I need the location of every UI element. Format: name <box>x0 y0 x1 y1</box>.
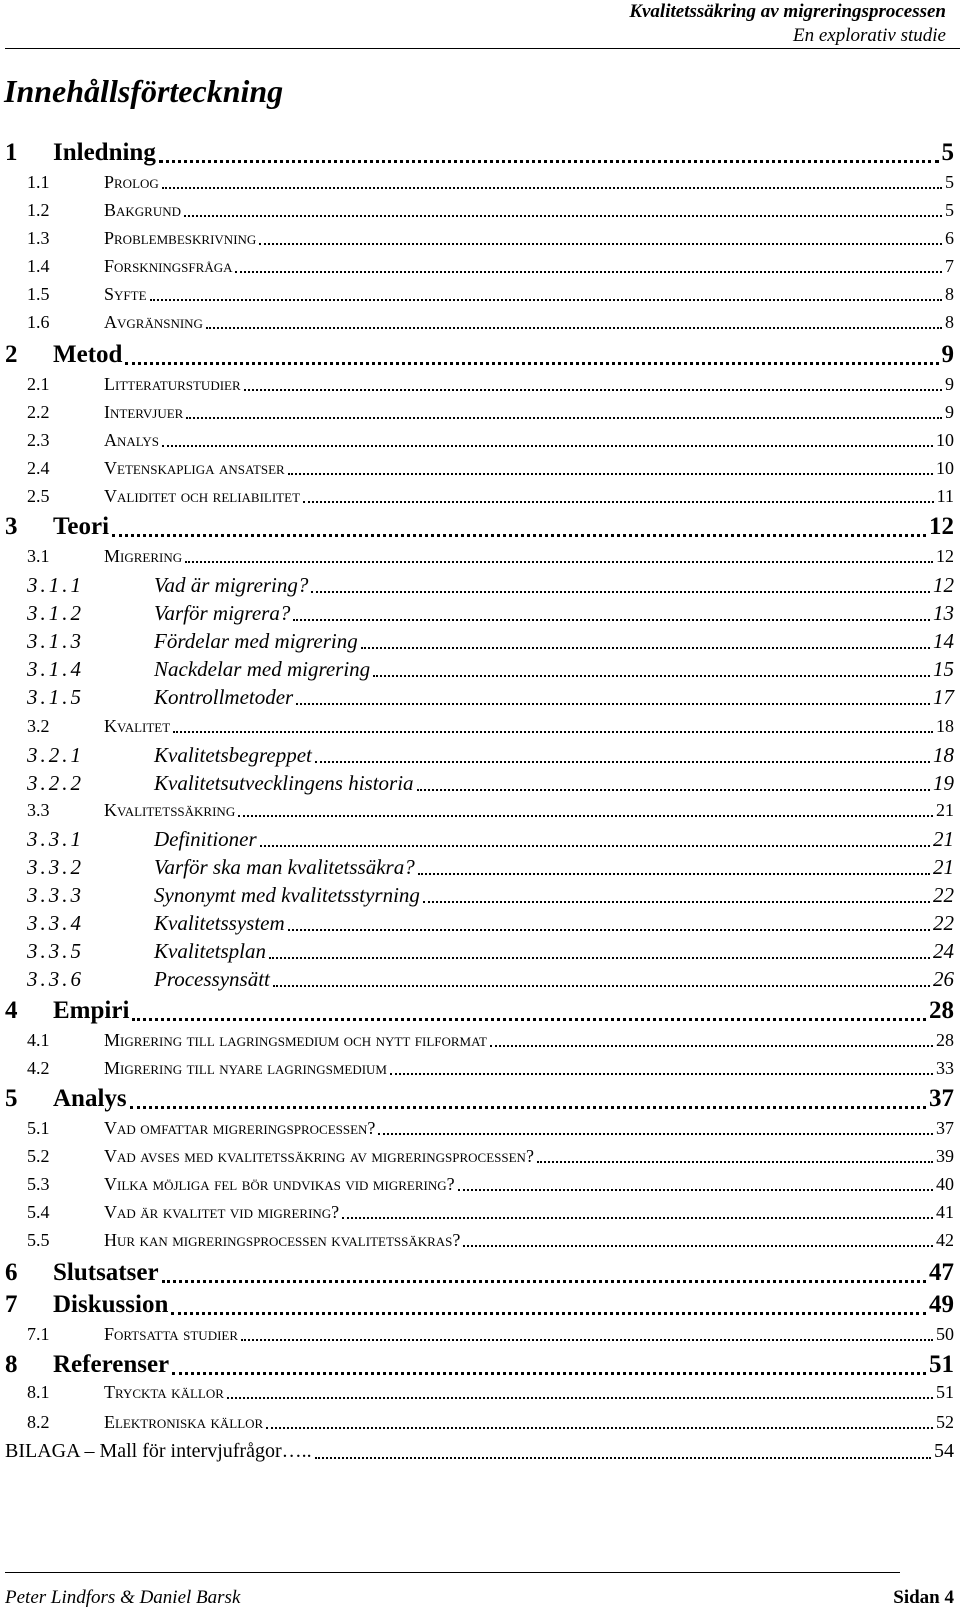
dot-leader <box>342 1217 933 1219</box>
toc-entry-title: Forskningsfråga <box>104 256 233 276</box>
toc-entry[interactable] <box>0 282 960 306</box>
header-subtitle: En explorativ studie <box>792 25 946 46</box>
toc-entry-number: 2 <box>5 341 18 368</box>
toc-entry-title: Intervjuer <box>104 402 184 422</box>
toc-entry-page: 9 <box>945 374 954 394</box>
toc-entry-number: 3.1.1 <box>27 573 84 597</box>
toc-entry-number: 1 <box>5 139 18 166</box>
toc-entry-page: 41 <box>936 1202 954 1222</box>
toc-entry-number: 3.1.2 <box>27 601 84 625</box>
toc-entry-page: 17 <box>933 685 954 709</box>
toc-entry-title: Definitioner <box>154 827 257 851</box>
toc-entry-number: 3.3.2 <box>27 855 84 879</box>
toc-entry-page: 40 <box>936 1174 954 1194</box>
toc-entry[interactable] <box>0 1144 960 1168</box>
toc-entry-number: 2.3 <box>27 430 50 450</box>
toc-entry-title: Vilka möjliga fel bör undvikas vid migrering? <box>104 1174 455 1194</box>
footer-page-number: Sidan 4 <box>893 1587 954 1608</box>
dot-leader <box>259 243 942 245</box>
toc-entry[interactable] <box>0 1290 960 1320</box>
toc-entry-page: 7 <box>945 256 954 276</box>
toc-entry-page: 54 <box>934 1440 954 1462</box>
toc-entry[interactable] <box>0 600 960 626</box>
toc-entry-number: 6 <box>5 1259 18 1286</box>
toc-entry-number: 1.1 <box>27 172 50 192</box>
toc-entry-page: 49 <box>929 1291 954 1318</box>
toc-entry-title: Metod <box>53 341 123 368</box>
dot-leader <box>537 1161 933 1163</box>
toc-entry-title: Avgränsning <box>104 312 203 332</box>
toc-entry-page: 51 <box>929 1351 954 1378</box>
toc-entry-number: 4.2 <box>27 1058 50 1078</box>
dot-leader <box>206 327 942 329</box>
toc-entry-number: 2.2 <box>27 402 50 422</box>
toc-entry-page: 21 <box>933 827 954 851</box>
toc-entry[interactable] <box>0 1084 960 1114</box>
dot-leader <box>112 534 926 537</box>
dot-leader <box>417 789 930 791</box>
toc-entry[interactable] <box>0 372 960 396</box>
toc-entry-number: 1.6 <box>27 312 50 332</box>
toc-entry-title: Diskussion <box>53 1291 169 1318</box>
toc-entry-title: Prolog <box>104 172 159 192</box>
dot-leader <box>378 1133 933 1135</box>
toc-entry-page: 28 <box>936 1030 954 1050</box>
toc-entry[interactable] <box>0 170 960 194</box>
toc-entry-title: Referenser <box>53 1351 170 1378</box>
dot-leader <box>162 445 933 447</box>
dot-leader <box>288 929 930 931</box>
dot-leader <box>458 1189 933 1191</box>
toc-entry[interactable] <box>0 938 960 964</box>
toc-entry-number: 3.2.1 <box>27 743 84 767</box>
toc-entry[interactable] <box>0 1350 960 1380</box>
toc-entry-page: 8 <box>945 312 954 332</box>
dot-leader <box>311 591 930 593</box>
dot-leader <box>162 1280 926 1283</box>
toc-entry[interactable] <box>0 572 960 598</box>
dot-leader <box>260 845 930 847</box>
toc-entry[interactable] <box>0 1438 960 1464</box>
dot-leader <box>159 160 939 163</box>
toc-entry-title: Migrering till lagringsmedium och nytt filformat <box>104 1030 487 1050</box>
toc-entry-page: 28 <box>929 997 954 1024</box>
toc-entry-page: 52 <box>936 1412 954 1432</box>
toc-entry[interactable] <box>0 1258 960 1288</box>
dot-leader <box>490 1045 933 1047</box>
toc-entry-title: Inledning <box>53 139 156 166</box>
toc-entry[interactable] <box>0 428 960 452</box>
header-title: Kvalitetssäkring av migreringsprocessen <box>629 1 946 22</box>
toc-entry-title: Processynsätt <box>154 967 270 991</box>
dot-leader <box>125 362 938 365</box>
dot-leader <box>390 1073 933 1075</box>
toc-entry[interactable] <box>0 798 960 822</box>
toc-entry-title: Kvalitetssäkring <box>104 800 236 820</box>
toc-entry-title: Tryckta källor <box>104 1382 224 1402</box>
toc-entry-number: 3.2.2 <box>27 771 84 795</box>
dot-leader <box>288 473 933 475</box>
dot-leader <box>132 1018 926 1021</box>
toc-entry-title: Litteraturstudier <box>104 374 241 394</box>
dot-leader <box>241 1339 933 1341</box>
toc-entry-number: 5.4 <box>27 1202 50 1222</box>
toc-entry-number: 1.4 <box>27 256 50 276</box>
dot-leader <box>150 299 942 301</box>
toc-entry-page: 10 <box>936 458 954 478</box>
toc-entry-number: 3.2 <box>27 716 50 736</box>
dot-leader <box>463 1245 933 1247</box>
toc-entry[interactable] <box>0 310 960 334</box>
toc-entry[interactable] <box>0 742 960 768</box>
toc-entry-page: 9 <box>945 402 954 422</box>
toc-entry-title: Fördelar med migrering <box>154 629 358 653</box>
dot-leader <box>423 901 930 903</box>
toc-entry-page: 5 <box>945 200 954 220</box>
dot-leader <box>418 873 930 875</box>
dot-leader <box>172 1372 926 1375</box>
toc-entry[interactable] <box>0 456 960 480</box>
toc-entry-page: 5 <box>945 172 954 192</box>
toc-entry-page: 33 <box>936 1058 954 1078</box>
dot-leader <box>130 1106 926 1109</box>
toc-entry-title: Migrering <box>104 546 183 566</box>
toc-entry[interactable] <box>0 1410 960 1434</box>
toc-entry-page: 37 <box>929 1085 954 1112</box>
toc-entry[interactable] <box>0 1322 960 1346</box>
toc-entry-number: 5 <box>5 1085 18 1112</box>
toc-entry-number: 2.5 <box>27 486 50 506</box>
dot-leader <box>184 215 942 217</box>
toc-entry-title: Vad omfattar migreringsprocessen? <box>104 1118 376 1138</box>
footer-divider <box>5 1572 900 1573</box>
toc-entry-page: 22 <box>933 911 954 935</box>
running-header <box>286 0 946 48</box>
dot-leader <box>173 731 933 733</box>
toc-entry-number: 5.2 <box>27 1146 50 1166</box>
toc-entry-page: 50 <box>936 1324 954 1344</box>
dot-leader <box>171 1312 926 1315</box>
toc-entry[interactable] <box>0 684 960 710</box>
toc-entry-title: Varför ska man kvalitetssäkra? <box>154 855 415 879</box>
toc-entry-page: 18 <box>933 743 954 767</box>
toc-entry[interactable] <box>0 1228 960 1252</box>
toc-entry[interactable] <box>0 340 960 370</box>
toc-entry-page: 6 <box>945 228 954 248</box>
dot-leader <box>235 271 942 273</box>
toc-entry[interactable] <box>0 882 960 908</box>
toc-entry-number: 8.1 <box>27 1382 50 1402</box>
dot-leader <box>186 417 942 419</box>
toc-entry-number: 1.2 <box>27 200 50 220</box>
toc-entry[interactable] <box>0 484 960 508</box>
toc-entry-number: 3.3.6 <box>27 967 84 991</box>
toc-entry-number: 3.3.3 <box>27 883 84 907</box>
toc-entry-title: Validitet och reliabilitet <box>104 486 301 506</box>
toc-entry-page: 10 <box>936 430 954 450</box>
dot-leader <box>303 501 934 503</box>
toc-entry-title: Kvalitetsplan <box>154 939 266 963</box>
toc-entry[interactable] <box>0 714 960 738</box>
toc-entry-page: 39 <box>936 1146 954 1166</box>
toc-entry-title: Nackdelar med migrering <box>154 657 371 681</box>
toc-entry-title: Kontrollmetoder <box>154 685 294 709</box>
toc-entry-number: 3.3.4 <box>27 911 84 935</box>
toc-entry-number: 8.2 <box>27 1412 50 1432</box>
toc-entry-title: Vad är kvalitet vid migrering? <box>104 1202 340 1222</box>
toc-entry-title: Slutsatser <box>53 1259 159 1286</box>
toc-entry[interactable] <box>0 1056 960 1080</box>
toc-entry-title: Vetenskapliga ansatser <box>104 458 285 478</box>
toc-entry-page: 24 <box>933 939 954 963</box>
toc-entry-number: 3.1.4 <box>27 657 84 681</box>
toc-entry-number: 1.5 <box>27 284 50 304</box>
toc-entry[interactable] <box>0 400 960 424</box>
toc-entry-number: 3.3.5 <box>27 939 84 963</box>
toc-entry-page: 26 <box>933 967 954 991</box>
toc-entry[interactable] <box>0 1116 960 1140</box>
toc-entry-title: Kvalitetsbegreppet <box>154 743 312 767</box>
toc-entry-title: Kvalitetsutvecklingens historia <box>154 771 414 795</box>
toc-entry-page: 22 <box>933 883 954 907</box>
toc-entry-number: 2.4 <box>27 458 50 478</box>
toc-entry-title: Elektroniska källor <box>104 1412 264 1432</box>
toc-entry-page: 14 <box>933 629 954 653</box>
toc-entry-page: 9 <box>941 341 954 368</box>
toc-entry[interactable] <box>0 966 960 992</box>
toc-entry-title: Varför migrera? <box>154 601 291 625</box>
toc-entry-number: 7 <box>5 1291 18 1318</box>
toc-entry-title: Teori <box>53 513 110 540</box>
toc-entry[interactable] <box>0 770 960 796</box>
toc-entry[interactable] <box>0 1028 960 1052</box>
toc-entry-number: 3.1.5 <box>27 685 84 709</box>
dot-leader <box>269 957 930 959</box>
toc-entry-page: 19 <box>933 771 954 795</box>
toc-entry-page: 5 <box>941 139 954 166</box>
dot-leader <box>315 761 930 763</box>
toc-entry-page: 51 <box>936 1382 954 1402</box>
toc-heading: Innehållsförteckning <box>4 73 284 109</box>
toc-entry-title: Problembeskrivning <box>104 228 257 248</box>
toc-entry-title: Hur kan migreringsprocessen kvalitetssäkras? <box>104 1230 461 1250</box>
toc-entry-page: 8 <box>945 284 954 304</box>
toc-entry-number: 5.5 <box>27 1230 50 1250</box>
toc-entry-number: 4.1 <box>27 1030 50 1050</box>
dot-leader <box>185 561 933 563</box>
dot-leader <box>266 1427 933 1429</box>
dot-leader <box>296 703 930 705</box>
toc-entry[interactable] <box>0 544 960 568</box>
toc-entry-page: 21 <box>933 855 954 879</box>
toc-entry-page: 12 <box>933 573 954 597</box>
toc-entry[interactable] <box>0 138 960 168</box>
toc-entry[interactable] <box>0 226 960 250</box>
toc-entry-number: 5.3 <box>27 1174 50 1194</box>
dot-leader <box>315 1457 931 1459</box>
dot-leader <box>238 815 933 817</box>
toc-entry-page: 42 <box>936 1230 954 1250</box>
toc-entry[interactable] <box>0 1172 960 1196</box>
toc-entry-number: 1.3 <box>27 228 50 248</box>
toc-entry-number: 8 <box>5 1351 18 1378</box>
toc-entry-page: 47 <box>929 1259 954 1286</box>
toc-entry-number: 5.1 <box>27 1118 50 1138</box>
toc-entry[interactable] <box>0 854 960 880</box>
toc-entry-number: 7.1 <box>27 1324 50 1344</box>
toc-entry-page: 15 <box>933 657 954 681</box>
toc-entry-page: 12 <box>936 546 954 566</box>
dot-leader <box>227 1397 933 1399</box>
toc-entry[interactable] <box>0 1380 960 1404</box>
toc-entry-page: 18 <box>936 716 954 736</box>
toc-entry[interactable] <box>0 512 960 542</box>
toc-entry-title: Fortsatta studier <box>104 1324 239 1344</box>
toc-entry-number: 3.3.1 <box>27 827 84 851</box>
toc-entry-title: Analys <box>104 430 160 450</box>
toc-entry-title: Vad är migrering? <box>154 573 309 597</box>
toc-entry-number: 4 <box>5 997 18 1024</box>
footer-authors: Peter Lindfors & Daniel Barsk <box>5 1587 241 1608</box>
toc-entry-title: Synonymt med kvalitetsstyrning <box>154 883 420 907</box>
toc-entry[interactable] <box>0 910 960 936</box>
toc-entry-page: 21 <box>936 800 954 820</box>
header-divider <box>5 48 960 49</box>
toc-entry-title: Vad avses med kvalitetssäkring av migreringsprocessen? <box>104 1146 534 1166</box>
toc-entry-title: BILAGA – Mall för intervjufrågor….. <box>5 1440 312 1462</box>
toc-entry-number: 3.3 <box>27 800 50 820</box>
toc-entry-page: 12 <box>929 513 954 540</box>
toc-entry-title: Syfte <box>104 284 147 304</box>
dot-leader <box>361 647 930 649</box>
toc-entry-title: Analys <box>53 1085 127 1112</box>
toc-entry[interactable] <box>0 996 960 1026</box>
dot-leader <box>373 675 930 677</box>
toc-entry[interactable] <box>0 826 960 852</box>
toc-entry-number: 3.1 <box>27 546 50 566</box>
toc-entry-title: Empiri <box>53 997 130 1024</box>
toc-entry-title: Kvalitetssystem <box>154 911 285 935</box>
dot-leader <box>244 389 942 391</box>
toc-entry-title: Bakgrund <box>104 200 182 220</box>
toc-entry-number: 2.1 <box>27 374 50 394</box>
toc-entry[interactable] <box>0 1200 960 1224</box>
toc-entry-title: Migrering till nyare lagringsmedium <box>104 1058 387 1078</box>
toc-entry[interactable] <box>0 628 960 654</box>
toc-entry-page: 13 <box>933 601 954 625</box>
toc-entry-number: 3.1.3 <box>27 629 84 653</box>
toc-entry[interactable] <box>0 198 960 222</box>
toc-entry-title: Kvalitet <box>104 716 171 736</box>
toc-entry-number: 3 <box>5 513 18 540</box>
dot-leader <box>162 187 942 189</box>
toc-entry[interactable] <box>0 254 960 278</box>
toc-entry-page: 11 <box>936 486 954 506</box>
toc-entry[interactable] <box>0 656 960 682</box>
dot-leader <box>273 985 930 987</box>
dot-leader <box>293 619 930 621</box>
toc-entry-page: 37 <box>936 1118 954 1138</box>
